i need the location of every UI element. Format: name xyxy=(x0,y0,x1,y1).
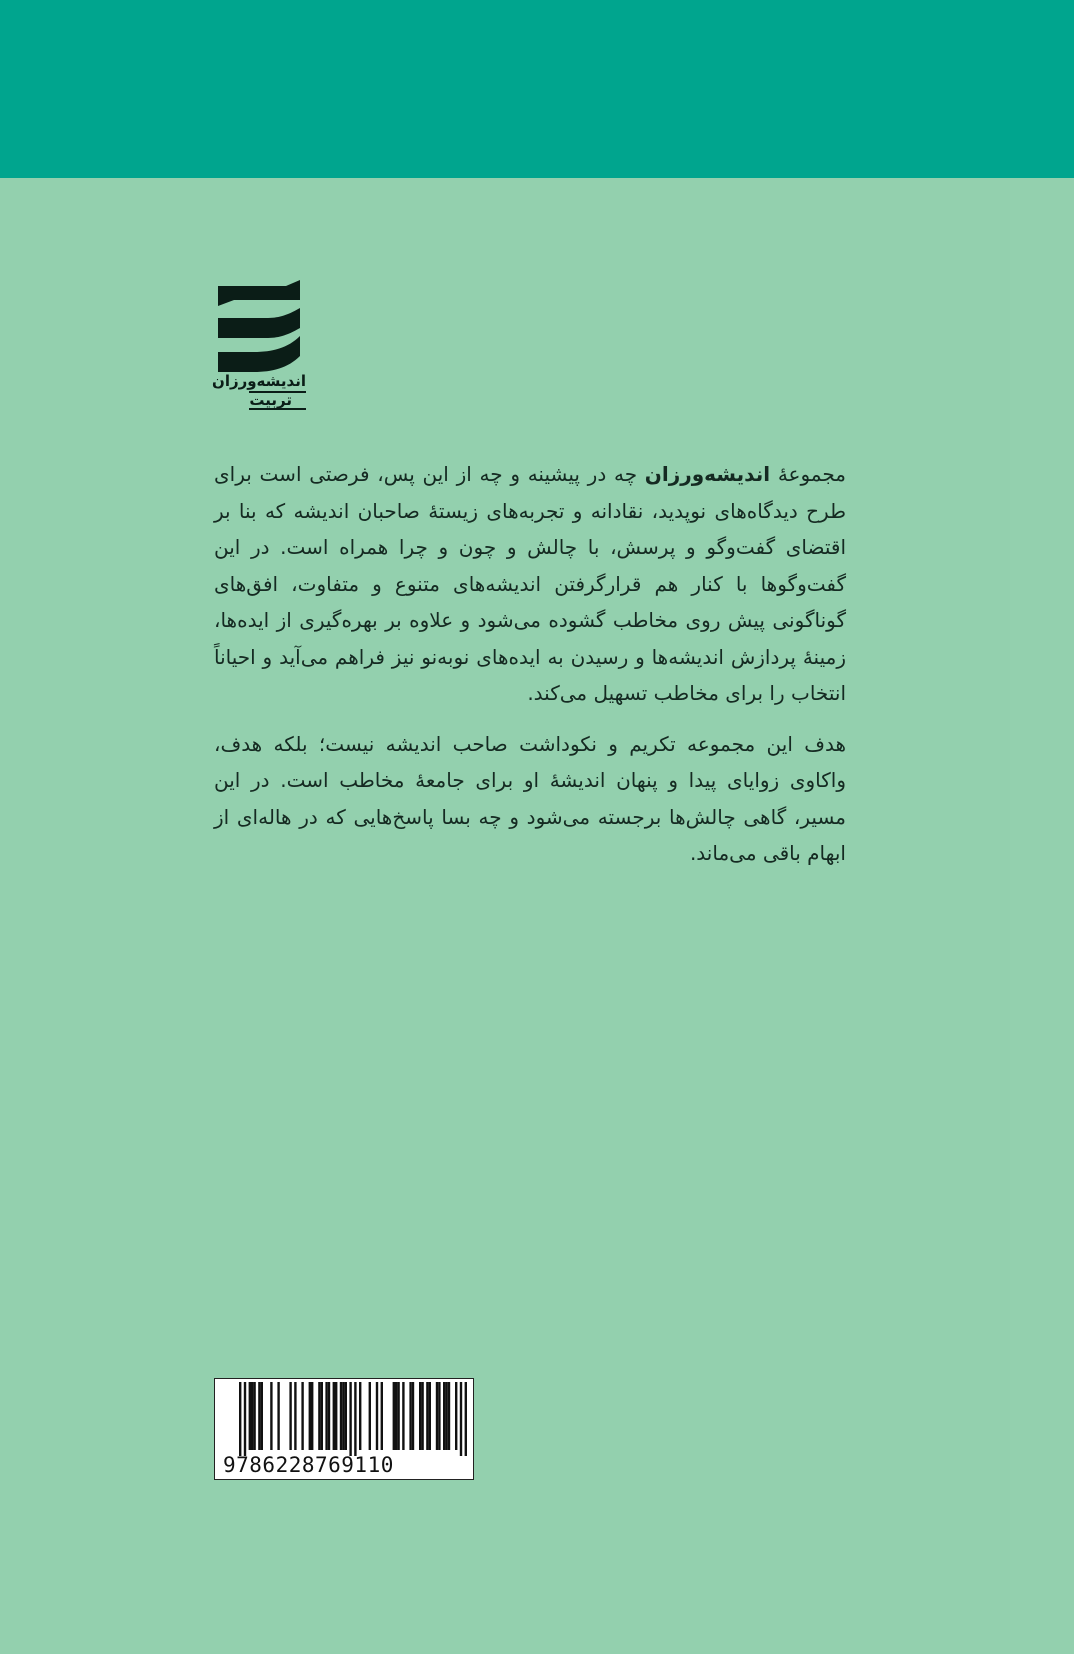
barcode-bar xyxy=(325,1382,327,1450)
barcode-bar xyxy=(345,1382,347,1450)
barcode-bar xyxy=(342,1382,344,1450)
top-color-band xyxy=(0,0,1074,178)
logo-waves xyxy=(218,280,300,372)
series-description xyxy=(214,456,846,872)
barcode-bar xyxy=(294,1382,296,1450)
barcode-bar xyxy=(455,1382,457,1450)
barcode-bar xyxy=(393,1382,395,1450)
description-paragraph-1 xyxy=(214,456,846,712)
barcode-bar xyxy=(333,1382,335,1450)
barcode-bar xyxy=(412,1382,414,1450)
barcode-bar xyxy=(311,1382,313,1450)
isbn-barcode xyxy=(214,1378,474,1480)
logo-wave-middle xyxy=(218,308,300,338)
barcode-bar xyxy=(349,1382,351,1456)
barcode-bar xyxy=(409,1382,411,1450)
paragraph-1-prefix: مجموعهٔ xyxy=(770,462,846,486)
barcode-bar xyxy=(253,1382,255,1450)
barcode-bar xyxy=(426,1382,428,1450)
paragraph-1-text: چه در پیشینه و چه از این پس، فرصتی است برای طرح دیدگاه‌های نوپدید، نقادانه و تجربه‌های زیستهٔ صاحبان اندیشه که بنا بر اقتضای گفت‌وگو و پرسش، با چالش و چون و چرا همراه است. در این گفت‌وگوها با کنار هم قرارگرفتن اندیشه‌های متنوع و متفاوت، افق‌های گوناگونی پیش روی مخاطب گشوده می‌شود و علاوه بر بهره‌گیری از ایده‌ها، زمینهٔ پردازش اندیشه‌ها و رسیدن به ایده‌های نوبه‌نو نیز فراهم می‌آید و احیاناً انتخاب را برای مخاطب تسهیل می‌کند. xyxy=(214,462,846,705)
barcode-bar xyxy=(321,1382,323,1450)
barcode-bar xyxy=(436,1382,438,1450)
logo-line-2: تربیت xyxy=(249,391,306,410)
logo-wordmark xyxy=(214,374,306,410)
barcode-bar xyxy=(369,1382,371,1450)
barcode-bar xyxy=(419,1382,421,1450)
barcode-bar xyxy=(328,1382,330,1450)
barcode-bar xyxy=(340,1382,342,1450)
series-name: اندیشه‌ورزان xyxy=(644,462,771,486)
barcode-bar xyxy=(270,1382,272,1450)
barcode-bar xyxy=(251,1382,253,1450)
isbn-number: 9786228769110 xyxy=(223,1453,394,1477)
barcode-bar xyxy=(381,1382,383,1450)
barcode-bar xyxy=(402,1382,404,1450)
barcode-bar xyxy=(318,1382,320,1450)
barcode-bar xyxy=(249,1382,251,1450)
publisher-wave-logo-icon xyxy=(214,278,306,374)
barcode-bar xyxy=(421,1382,423,1450)
barcode-bar xyxy=(376,1382,378,1450)
barcode-bar xyxy=(244,1382,246,1456)
barcode-bar xyxy=(448,1382,450,1450)
barcode-bar xyxy=(438,1382,440,1450)
barcode-bar xyxy=(309,1382,311,1450)
barcode-bar xyxy=(261,1382,263,1450)
logo-wave-top xyxy=(218,280,300,306)
logo-line-1: اندیشه‌ورزان xyxy=(212,372,306,390)
barcode-bar xyxy=(465,1382,467,1456)
barcode-bar xyxy=(239,1382,241,1456)
logo-wave-bottom xyxy=(218,336,300,372)
barcode-bar xyxy=(277,1382,279,1450)
barcode-bar xyxy=(443,1382,445,1450)
barcode-bar xyxy=(258,1382,260,1450)
barcode-bar xyxy=(354,1382,356,1456)
barcode-bar xyxy=(335,1382,337,1450)
barcode-bar xyxy=(359,1382,361,1450)
barcode-bar xyxy=(397,1382,399,1450)
barcode-bar xyxy=(301,1382,303,1450)
barcode-bar xyxy=(429,1382,431,1450)
barcode-bar xyxy=(395,1382,397,1450)
publisher-logo xyxy=(214,278,306,416)
barcode-bar xyxy=(445,1382,447,1450)
description-paragraph-2: هدف این مجموعه تکریم و نکوداشت صاحب اندیشه نیست؛ بلکه هدف، واکاوی زوایای پیدا و پنهان اندیشهٔ او برای جامعهٔ مخاطب است. در این مسیر، گاهی چالش‌ها برجسته می‌شود و چه بسا پاسخ‌هایی که در هاله‌ای از ابهام باقی می‌ماند. xyxy=(214,731,846,865)
barcode-bar xyxy=(289,1382,291,1450)
barcode-bar xyxy=(460,1382,462,1456)
